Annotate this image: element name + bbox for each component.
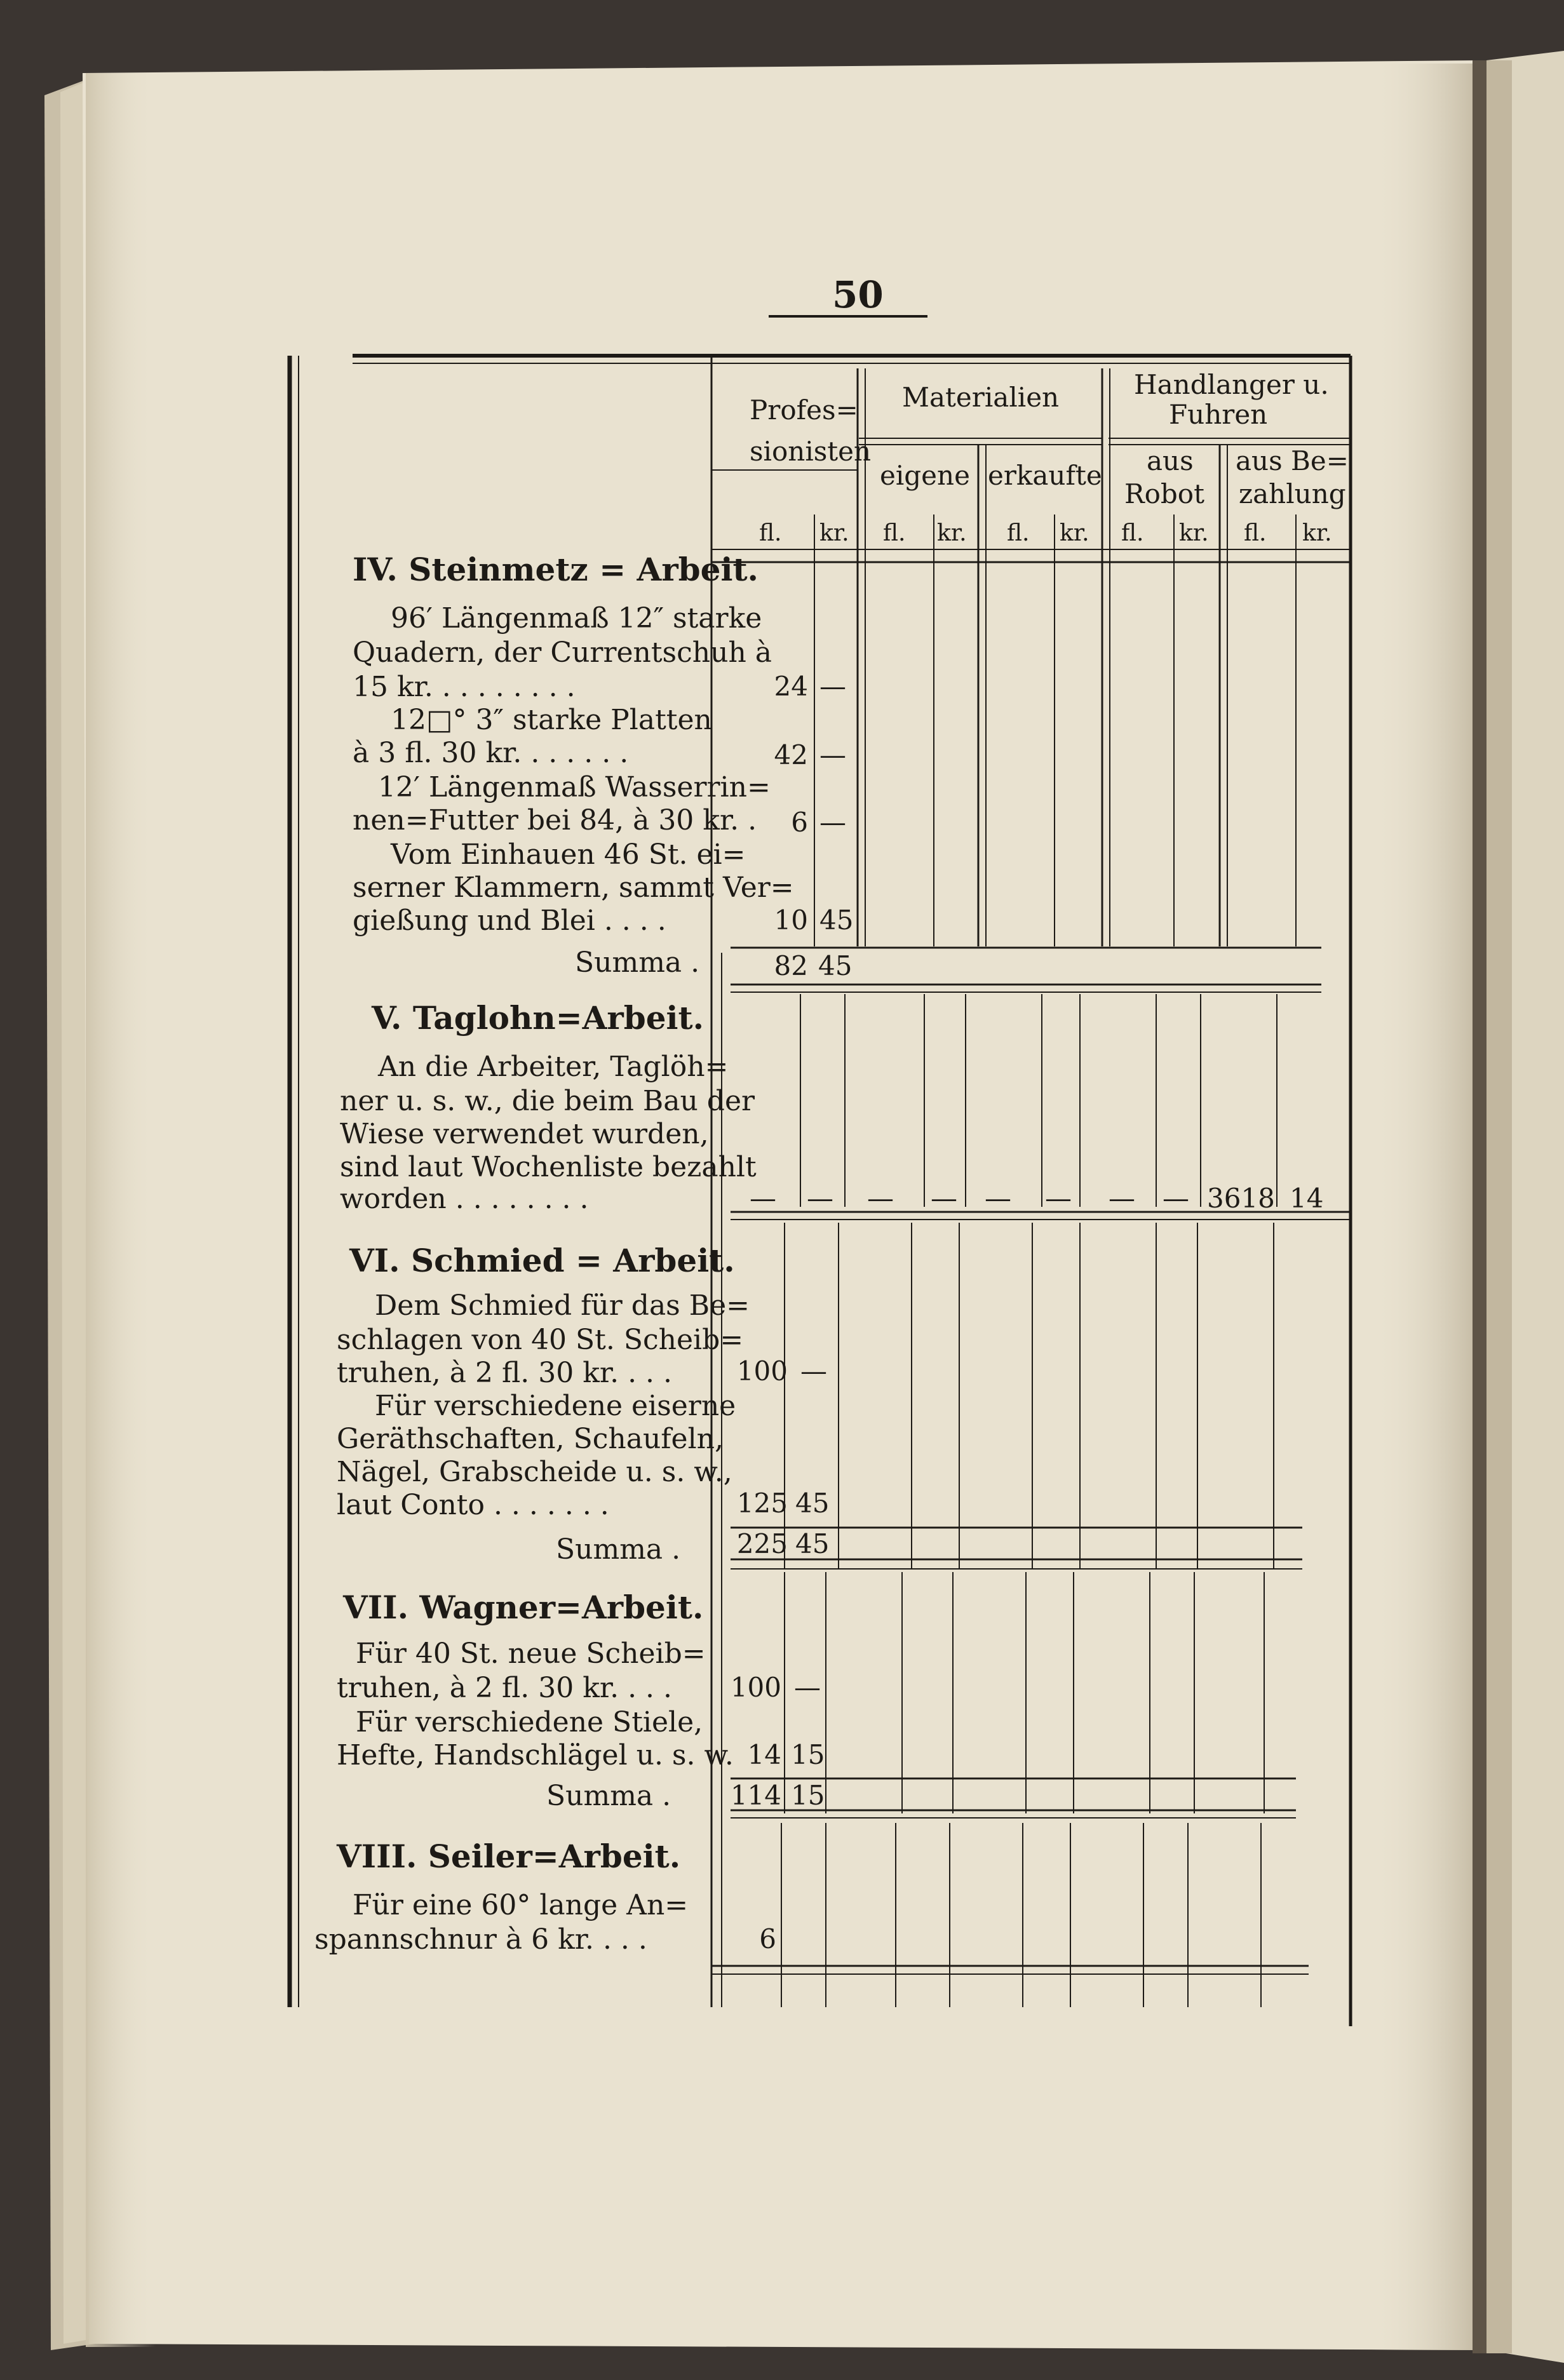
entry-line: 15 kr. . . . . . . . . xyxy=(353,671,576,703)
page-number: 50 xyxy=(832,273,884,316)
amount-kr: 45 xyxy=(819,904,854,936)
entry-line: ner u. s. w., die beim Bau der xyxy=(340,1085,755,1117)
entry-line: sind laut Wochenliste bezahlt xyxy=(340,1151,757,1183)
unit-fl: fl. xyxy=(1121,520,1144,546)
header-aus-robot-line2: Robot xyxy=(1124,478,1204,509)
amount-fl: 6 xyxy=(759,1923,776,1954)
header-aus-robot-line1: aus xyxy=(1147,445,1194,476)
amount-fl: 10 xyxy=(774,904,808,936)
section-title: VI. Schmied = Arbeit. xyxy=(349,1242,735,1279)
entry-line: Geräthschaften, Schaufeln, xyxy=(337,1423,724,1455)
entry-line: 12□° 3″ starke Platten xyxy=(391,704,712,736)
empty-dash: — xyxy=(750,1183,776,1214)
entry-line: Vom Einhauen 46 St. ei= xyxy=(391,838,746,871)
header-eigene: eigene xyxy=(880,460,970,491)
summa-label: Summa . xyxy=(546,1780,671,1812)
unit-kr: kr. xyxy=(937,520,967,546)
summa-label: Summa . xyxy=(575,946,700,979)
empty-dash: — xyxy=(867,1183,894,1214)
amount-fl: 125 xyxy=(736,1488,788,1519)
entry-line: Hefte, Handschlägel u. s. w. xyxy=(337,1739,734,1772)
entry-line: nen=Futter bei 84, à 30 kr. . xyxy=(353,804,757,837)
entry-line: truhen, à 2 fl. 30 kr. . . . xyxy=(337,1357,672,1389)
section-title: V. Taglohn=Arbeit. xyxy=(372,999,704,1037)
entry-line: Für verschiedene eiserne xyxy=(375,1390,736,1422)
amount-kr: — xyxy=(819,739,846,770)
summa-kr: 45 xyxy=(818,950,853,981)
summa-kr: 45 xyxy=(795,1528,830,1559)
entry-line: laut Conto . . . . . . . xyxy=(337,1489,609,1521)
amount-kr: 45 xyxy=(795,1488,830,1519)
section-title: IV. Steinmetz = Arbeit. xyxy=(353,551,758,588)
amount-bezahlung-kr: 14 xyxy=(1290,1183,1324,1214)
amount-fl: 14 xyxy=(747,1739,781,1770)
unit-kr: kr. xyxy=(819,520,849,546)
entry-line: gießung und Blei . . . . xyxy=(353,904,666,937)
header-materialien: Materialien xyxy=(902,382,1060,413)
unit-kr: kr. xyxy=(1302,520,1332,546)
header-professionisten-line1: Profes= xyxy=(750,394,858,426)
section-title: VII. Wagner=Arbeit. xyxy=(343,1589,704,1626)
amount-kr: — xyxy=(819,671,846,702)
entry-line: truhen, à 2 fl. 30 kr. . . . xyxy=(337,1672,672,1704)
entry-line: spannschnur à 6 kr. . . . xyxy=(314,1923,647,1956)
entry-line: worden . . . . . . . . xyxy=(340,1183,589,1215)
entry-line: serner Klammern, sammt Ver= xyxy=(353,871,794,904)
empty-dash: — xyxy=(1045,1183,1072,1214)
amount-kr: 15 xyxy=(791,1739,825,1770)
entry-line: Dem Schmied für das Be= xyxy=(375,1289,750,1322)
empty-dash: — xyxy=(985,1183,1011,1214)
header-aus-bezahlung-line2: zahlung xyxy=(1239,478,1346,509)
amount-kr: — xyxy=(794,1672,821,1703)
amount-fl: 24 xyxy=(774,671,808,702)
unit-fl: fl. xyxy=(1007,520,1030,546)
entry-line: schlagen von 40 St. Scheib= xyxy=(337,1324,744,1356)
entry-line: à 3 fl. 30 kr. . . . . . . xyxy=(353,737,629,769)
header-aus-bezahlung-line1: aus Be= xyxy=(1236,445,1349,476)
unit-fl: fl. xyxy=(759,520,782,546)
summa-fl: 82 xyxy=(774,950,808,981)
summa-kr: 15 xyxy=(791,1780,825,1811)
entry-line: 12′ Längenmaß Wasserrin= xyxy=(378,771,771,803)
entry-line: Quadern, der Currentschuh à xyxy=(353,636,772,669)
entry-line: Nägel, Grabscheide u. s. w., xyxy=(337,1456,732,1488)
empty-dash: — xyxy=(1163,1183,1189,1214)
header-handlanger-line1: Handlanger u. xyxy=(1134,369,1329,400)
amount-fl: 42 xyxy=(774,739,808,770)
empty-dash: — xyxy=(931,1183,957,1214)
header-handlanger-line2: Fuhren xyxy=(1169,399,1268,430)
unit-fl: fl. xyxy=(883,520,906,546)
amount-fl: 6 xyxy=(791,807,808,838)
summa-label: Summa . xyxy=(556,1533,681,1566)
header-erkaufte: erkaufte xyxy=(988,460,1102,491)
empty-dash: — xyxy=(807,1183,833,1214)
empty-dash: — xyxy=(1109,1183,1135,1214)
amount-kr: — xyxy=(819,807,846,838)
section-title: VIII. Seiler=Arbeit. xyxy=(337,1838,681,1875)
unit-fl: fl. xyxy=(1244,520,1267,546)
amount-bezahlung-fl: 3618 xyxy=(1207,1183,1275,1214)
unit-kr: kr. xyxy=(1179,520,1209,546)
entry-line: Für verschiedene Stiele, xyxy=(356,1706,703,1738)
entry-line: Wiese verwendet wurden, xyxy=(340,1118,709,1150)
amount-fl: 100 xyxy=(736,1355,788,1387)
entry-line: An die Arbeiter, Taglöh= xyxy=(378,1051,729,1083)
amount-kr: — xyxy=(800,1355,827,1387)
unit-kr: kr. xyxy=(1060,520,1089,546)
summa-fl: 225 xyxy=(736,1528,788,1559)
summa-fl: 114 xyxy=(730,1780,781,1811)
header-professionisten-line2: sionisten xyxy=(750,436,872,467)
entry-line: Für eine 60° lange An= xyxy=(353,1889,689,1921)
entry-line: 96′ Längenmaß 12″ starke xyxy=(391,602,762,635)
entry-line: Für 40 St. neue Scheib= xyxy=(356,1637,706,1670)
amount-fl: 100 xyxy=(730,1672,781,1703)
